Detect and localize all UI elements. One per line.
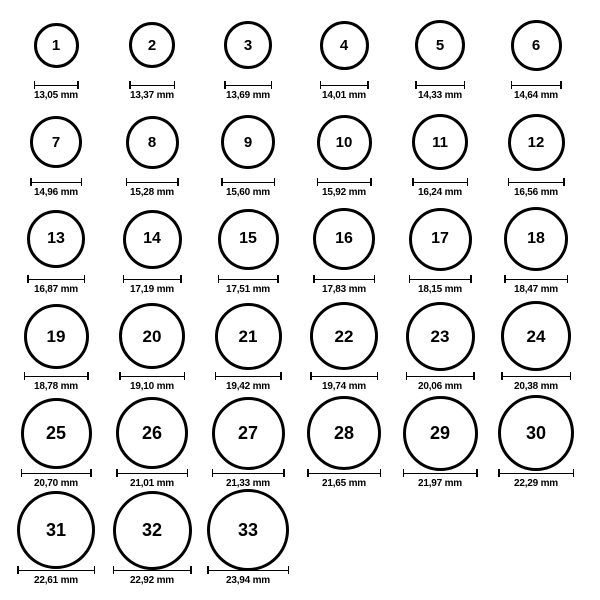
ring-diameter-label: 19,10 mm	[130, 381, 174, 392]
ring-circle	[17, 491, 95, 569]
ring-diameter-label: 22,92 mm	[130, 575, 174, 586]
ring-circle-wrap	[508, 107, 565, 177]
dimension-annotation	[392, 178, 488, 198]
dimension-annotation	[488, 81, 584, 101]
ring-diameter-label: 21,33 mm	[226, 478, 270, 489]
dimension-annotation	[104, 81, 200, 101]
dimension-annotation	[8, 372, 104, 392]
ring-circle	[215, 303, 282, 370]
ring-cell[interactable]	[8, 301, 104, 392]
ring-diameter-label: 16,56 mm	[514, 187, 558, 198]
dimension-line-icon	[17, 566, 95, 574]
dimension-bar-icon	[415, 85, 465, 87]
ring-circle-wrap	[501, 301, 571, 371]
ring-circle-wrap	[504, 204, 568, 274]
dimension-annotation	[8, 275, 104, 295]
ring-diameter-label: 23,94 mm	[226, 575, 270, 586]
dimension-annotation	[200, 178, 296, 198]
ring-circle	[212, 397, 285, 470]
dimension-line-icon	[501, 372, 571, 380]
dimension-annotation	[104, 178, 200, 198]
dimension-bar-icon	[24, 376, 89, 378]
ring-row	[8, 204, 592, 301]
dimension-bar-icon	[126, 182, 179, 184]
ring-diameter-label: 16,24 mm	[418, 187, 462, 198]
ring-circle	[313, 208, 375, 270]
ring-diameter-label: 17,51 mm	[226, 284, 270, 295]
ring-size-label: 17	[431, 230, 449, 247]
ring-diameter-label: 15,28 mm	[130, 187, 174, 198]
dimension-line-icon	[511, 81, 562, 89]
dimension-line-icon	[412, 178, 468, 186]
dimension-annotation	[392, 81, 488, 101]
ring-row	[8, 10, 592, 107]
ring-circle	[406, 302, 475, 371]
ring-size-label: 18	[527, 230, 545, 247]
dimension-annotation	[488, 178, 584, 198]
ring-diameter-label: 21,65 mm	[322, 478, 366, 489]
ring-circle-wrap	[307, 398, 381, 468]
dimension-bar-icon	[21, 473, 92, 475]
ring-circle-wrap	[129, 10, 175, 80]
ring-cell[interactable]	[392, 10, 488, 101]
dimension-bar-icon	[123, 279, 182, 281]
ring-diameter-label: 20,38 mm	[514, 381, 558, 392]
ring-size-label: 20	[142, 326, 162, 346]
ring-cell[interactable]	[104, 495, 200, 586]
ring-circle	[27, 210, 85, 268]
dimension-line-icon	[207, 566, 289, 574]
ring-circle-wrap	[21, 398, 92, 468]
ring-cell[interactable]	[200, 495, 296, 586]
ring-diameter-label: 17,19 mm	[130, 284, 174, 295]
dimension-line-icon	[34, 81, 79, 89]
dimension-line-icon	[310, 372, 378, 380]
ring-circle-wrap	[212, 398, 285, 468]
ring-circle-wrap	[126, 107, 179, 177]
ring-circle	[21, 398, 92, 469]
dimension-bar-icon	[17, 570, 95, 572]
ring-size-label: 25	[45, 423, 67, 443]
ring-diameter-label: 20,70 mm	[34, 478, 78, 489]
ring-cell[interactable]	[392, 107, 488, 198]
dimension-bar-icon	[212, 473, 285, 475]
ring-size-label: 12	[527, 133, 545, 151]
dimension-line-icon	[30, 178, 82, 186]
ring-circle-wrap	[30, 107, 82, 177]
ring-circle	[221, 115, 275, 169]
dimension-bar-icon	[498, 473, 574, 475]
dimension-line-icon	[21, 469, 92, 477]
ring-cell[interactable]	[104, 107, 200, 198]
ring-cell[interactable]	[8, 398, 104, 489]
ring-circle-wrap	[415, 10, 465, 80]
dimension-line-icon	[307, 469, 381, 477]
dimension-line-icon	[113, 566, 192, 574]
dimension-line-icon	[116, 469, 188, 477]
ring-diameter-label: 19,42 mm	[226, 381, 270, 392]
dimension-line-icon	[320, 81, 369, 89]
ring-size-label: 30	[525, 423, 547, 443]
ring-size-label: 32	[141, 520, 163, 540]
ring-circle	[403, 396, 478, 471]
dimension-bar-icon	[320, 85, 369, 87]
ring-circle	[126, 116, 179, 169]
ring-cell[interactable]	[488, 204, 584, 295]
ring-circle-wrap	[224, 10, 272, 80]
ring-circle-wrap	[113, 495, 192, 565]
dimension-annotation	[200, 566, 296, 586]
dimension-annotation	[296, 275, 392, 295]
dimension-annotation	[8, 81, 104, 101]
ring-circle	[310, 302, 378, 370]
dimension-bar-icon	[317, 182, 372, 184]
ring-diameter-label: 18,47 mm	[514, 284, 558, 295]
ring-cell[interactable]	[392, 204, 488, 295]
ring-cell[interactable]	[296, 398, 392, 489]
dimension-bar-icon	[129, 85, 175, 87]
ring-circle-wrap	[123, 204, 182, 274]
dimension-line-icon	[504, 275, 568, 283]
ring-circle	[218, 209, 279, 270]
dimension-line-icon	[403, 469, 478, 477]
ring-circle-wrap	[320, 10, 369, 80]
ring-row	[8, 107, 592, 204]
ring-circle-wrap	[317, 107, 372, 177]
dimension-bar-icon	[409, 279, 472, 281]
dimension-annotation	[296, 372, 392, 392]
ring-circle	[207, 489, 289, 571]
ring-diameter-label: 13,69 mm	[226, 90, 270, 101]
ring-circle-wrap	[218, 204, 279, 274]
ring-diameter-label: 14,96 mm	[34, 187, 78, 198]
ring-circle	[320, 21, 369, 70]
dimension-line-icon	[224, 81, 272, 89]
ring-diameter-label: 18,15 mm	[418, 284, 462, 295]
ring-circle-wrap	[34, 10, 79, 80]
dimension-bar-icon	[30, 182, 82, 184]
dimension-annotation	[8, 566, 104, 586]
dimension-annotation	[104, 469, 200, 489]
ring-circle-wrap	[215, 301, 282, 371]
ring-circle-wrap	[221, 107, 275, 177]
dimension-bar-icon	[307, 473, 381, 475]
ring-cell[interactable]	[104, 10, 200, 101]
ring-diameter-label: 14,01 mm	[322, 90, 366, 101]
ring-cell[interactable]	[296, 107, 392, 198]
dimension-bar-icon	[501, 376, 571, 378]
dimension-bar-icon	[406, 376, 475, 378]
ring-circle	[24, 304, 89, 369]
dimension-annotation	[200, 372, 296, 392]
dimension-bar-icon	[113, 570, 192, 572]
ring-cell[interactable]	[488, 301, 584, 392]
ring-circle-wrap	[116, 398, 188, 468]
dimension-line-icon	[119, 372, 185, 380]
ring-size-label: 8	[147, 133, 157, 151]
ring-diameter-label: 22,61 mm	[34, 575, 78, 586]
ring-circle	[307, 396, 381, 470]
ring-circle	[412, 114, 468, 170]
ring-cell[interactable]	[104, 301, 200, 392]
ring-cell[interactable]	[200, 10, 296, 101]
ring-circle-wrap	[207, 495, 289, 565]
ring-circle-wrap	[406, 301, 475, 371]
dimension-line-icon	[123, 275, 182, 283]
dimension-bar-icon	[313, 279, 375, 281]
ring-size-label: 3	[243, 36, 253, 54]
ring-cell[interactable]	[8, 107, 104, 198]
ring-cell[interactable]	[488, 107, 584, 198]
ring-diameter-label: 14,64 mm	[514, 90, 558, 101]
ring-size-label: 16	[335, 230, 353, 247]
dimension-line-icon	[409, 275, 472, 283]
ring-diameter-label: 15,60 mm	[226, 187, 270, 198]
ring-circle-wrap	[511, 10, 562, 80]
ring-cell[interactable]	[488, 10, 584, 101]
ring-size-label: 23	[430, 326, 450, 346]
dimension-line-icon	[508, 178, 565, 186]
dimension-line-icon	[498, 469, 574, 477]
dimension-annotation	[296, 178, 392, 198]
dimension-line-icon	[126, 178, 179, 186]
dimension-bar-icon	[119, 376, 185, 378]
ring-diameter-label: 15,92 mm	[322, 187, 366, 198]
ring-size-label: 24	[526, 326, 546, 346]
ring-cell[interactable]	[392, 301, 488, 392]
ring-cell[interactable]	[8, 204, 104, 295]
dimension-annotation	[104, 566, 200, 586]
dimension-annotation	[8, 178, 104, 198]
dimension-line-icon	[406, 372, 475, 380]
ring-size-label: 10	[335, 133, 353, 151]
ring-circle-wrap	[119, 301, 185, 371]
ring-size-label: 1	[51, 36, 61, 54]
dimension-annotation	[488, 469, 584, 489]
ring-row	[8, 495, 592, 592]
dimension-bar-icon	[215, 376, 282, 378]
dimension-bar-icon	[116, 473, 188, 475]
dimension-annotation	[392, 275, 488, 295]
ring-cell[interactable]	[200, 204, 296, 295]
dimension-annotation	[296, 469, 392, 489]
ring-diameter-label: 18,78 mm	[34, 381, 78, 392]
dimension-annotation	[392, 372, 488, 392]
ring-cell[interactable]	[104, 398, 200, 489]
dimension-annotation	[296, 81, 392, 101]
ring-size-label: 11	[432, 133, 448, 151]
dimension-annotation	[200, 81, 296, 101]
dimension-line-icon	[218, 275, 279, 283]
dimension-annotation	[488, 372, 584, 392]
ring-circle	[34, 23, 79, 68]
ring-circle-wrap	[17, 495, 95, 565]
ring-circle	[224, 21, 272, 69]
ring-size-label: 2	[147, 36, 157, 54]
dimension-bar-icon	[412, 182, 468, 184]
ring-diameter-label: 14,33 mm	[418, 90, 462, 101]
ring-size-label: 19	[46, 326, 66, 346]
dimension-annotation	[488, 275, 584, 295]
ring-circle	[498, 395, 574, 471]
dimension-bar-icon	[27, 279, 85, 281]
ring-size-label: 29	[429, 423, 451, 443]
ring-size-label: 33	[237, 520, 259, 540]
ring-circle	[415, 20, 465, 70]
ring-cell[interactable]	[296, 204, 392, 295]
ring-circle	[119, 303, 185, 369]
dimension-bar-icon	[508, 182, 565, 184]
ring-size-label: 4	[339, 36, 349, 54]
ring-circle	[113, 491, 192, 570]
ring-size-label: 27	[237, 423, 259, 443]
ring-cell[interactable]	[8, 495, 104, 586]
dimension-bar-icon	[218, 279, 279, 281]
dimension-annotation	[200, 469, 296, 489]
ring-circle	[30, 116, 82, 168]
ring-cell[interactable]	[104, 204, 200, 295]
dimension-bar-icon	[34, 85, 79, 87]
dimension-bar-icon	[221, 182, 275, 184]
ring-row	[8, 398, 592, 495]
ring-circle	[501, 301, 571, 371]
ring-size-label: 26	[141, 423, 163, 443]
ring-circle-wrap	[24, 301, 89, 371]
dimension-bar-icon	[403, 473, 478, 475]
dimension-annotation	[392, 469, 488, 489]
ring-cell[interactable]	[200, 107, 296, 198]
ring-size-label: 14	[143, 230, 161, 247]
dimension-annotation	[200, 275, 296, 295]
ring-circle	[129, 22, 175, 68]
dimension-line-icon	[212, 469, 285, 477]
ring-size-label: 5	[435, 36, 445, 54]
ring-cell[interactable]	[200, 398, 296, 489]
ring-circle	[116, 397, 188, 469]
ring-circle	[504, 207, 568, 271]
dimension-line-icon	[27, 275, 85, 283]
dimension-annotation	[104, 372, 200, 392]
ring-circle-wrap	[409, 204, 472, 274]
ring-size-label: 22	[334, 326, 354, 346]
dimension-annotation	[8, 469, 104, 489]
dimension-bar-icon	[511, 85, 562, 87]
dimension-line-icon	[415, 81, 465, 89]
ring-diameter-label: 19,74 mm	[322, 381, 366, 392]
ring-diameter-label: 17,83 mm	[322, 284, 366, 295]
ring-circle	[123, 210, 182, 269]
ring-size-label: 28	[333, 423, 355, 443]
ring-cell[interactable]	[488, 398, 584, 489]
ring-circle	[409, 208, 472, 271]
ring-cell[interactable]	[200, 301, 296, 392]
dimension-bar-icon	[504, 279, 568, 281]
ring-diameter-label: 13,37 mm	[130, 90, 174, 101]
ring-cell[interactable]	[8, 10, 104, 101]
ring-circle-wrap	[498, 398, 574, 468]
ring-size-label: 9	[243, 133, 253, 151]
dimension-line-icon	[313, 275, 375, 283]
ring-circle-wrap	[27, 204, 85, 274]
ring-cell[interactable]	[392, 398, 488, 489]
dimension-line-icon	[317, 178, 372, 186]
dimension-line-icon	[24, 372, 89, 380]
ring-diameter-label: 20,06 mm	[418, 381, 462, 392]
ring-diameter-label: 21,01 mm	[130, 478, 174, 489]
dimension-bar-icon	[224, 85, 272, 87]
dimension-line-icon	[215, 372, 282, 380]
ring-cell[interactable]	[296, 301, 392, 392]
ring-circle	[508, 114, 565, 171]
ring-diameter-label: 13,05 mm	[34, 90, 78, 101]
ring-size-label: 6	[531, 36, 541, 54]
ring-size-label: 31	[45, 520, 67, 540]
ring-size-label: 7	[51, 133, 61, 151]
ring-circle-wrap	[310, 301, 378, 371]
ring-size-label: 21	[238, 326, 258, 346]
ring-size-label: 15	[239, 230, 257, 247]
ring-circle-wrap	[412, 107, 468, 177]
dimension-line-icon	[221, 178, 275, 186]
dimension-bar-icon	[207, 570, 289, 572]
dimension-annotation	[104, 275, 200, 295]
dimension-bar-icon	[310, 376, 378, 378]
ring-circle	[317, 115, 372, 170]
ring-cell[interactable]	[296, 10, 392, 101]
dimension-line-icon	[129, 81, 175, 89]
ring-size-label: 13	[47, 230, 65, 247]
ring-diameter-label: 21,97 mm	[418, 478, 462, 489]
ring-diameter-label: 16,87 mm	[34, 284, 78, 295]
ring-diameter-label: 22,29 mm	[514, 478, 558, 489]
ring-row	[8, 301, 592, 398]
ring-circle-wrap	[313, 204, 375, 274]
ring-circle	[511, 20, 562, 71]
ring-circle-wrap	[403, 398, 478, 468]
